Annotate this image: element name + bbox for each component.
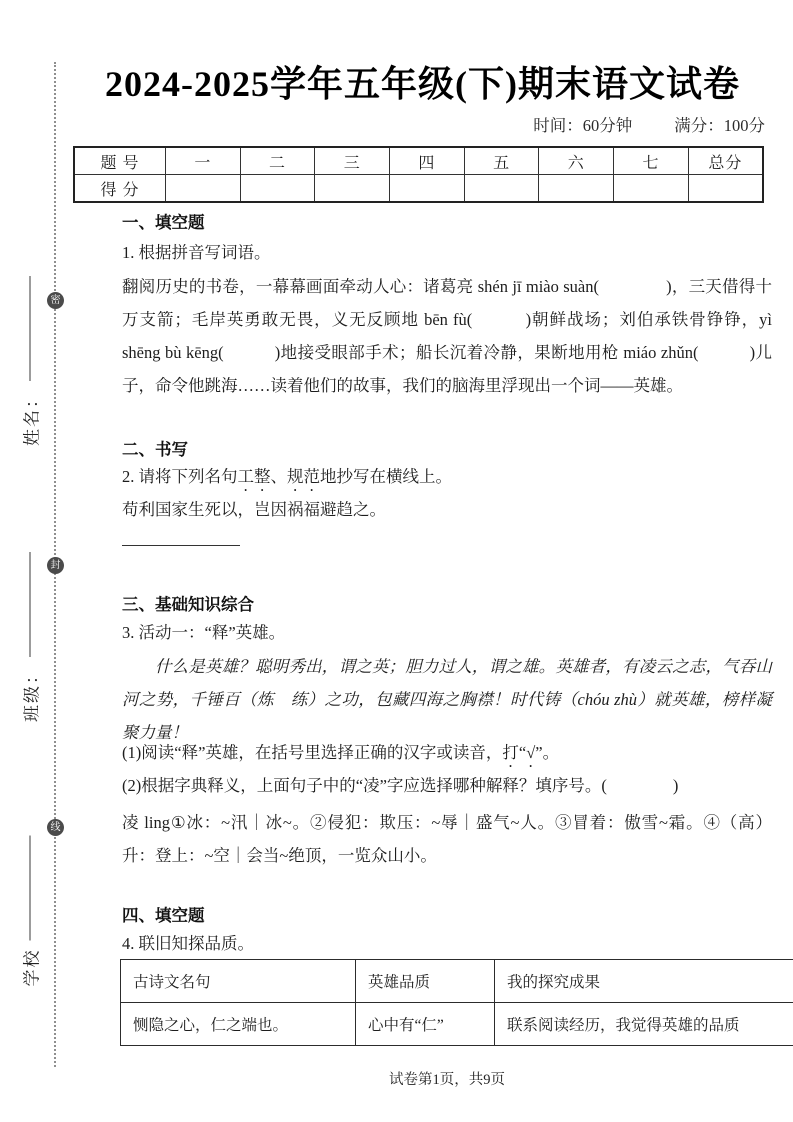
score-col-1: 一	[166, 147, 241, 175]
score-col-7: 七	[614, 147, 689, 175]
class-blank-line	[30, 552, 31, 657]
score-col-2: 二	[240, 147, 315, 175]
question-2-prompt: 2. 请将下列名句工整、规范地抄写在横线上。	[122, 467, 452, 486]
q4-data-row	[121, 1003, 793, 1046]
score-cell	[614, 175, 689, 203]
school-blank-line	[30, 836, 31, 941]
exam-time: 时间：60分钟	[533, 116, 633, 135]
question-1-prompt: 1. 根据拼音写词语。	[122, 243, 271, 262]
score-cell	[390, 175, 465, 203]
question-number-row	[74, 147, 763, 175]
question-3-sub1: (1)阅读“释”英雄，在括号里选择正确的汉字或读音，打“√”。	[122, 743, 560, 762]
score-col-6: 六	[539, 147, 614, 175]
section-3-title: 三、基础知识综合	[122, 596, 254, 614]
score-cell	[166, 175, 241, 203]
score-col-3: 三	[315, 147, 390, 175]
score-cell	[539, 175, 614, 203]
section-4-title: 四、填空题	[122, 907, 205, 925]
exam-full-score: 满分：100分	[674, 116, 765, 135]
question-3-dictionary-entry: 凌 ling①冰：~汛｜冰~。②侵犯：欺压：~辱｜盛气~人。③冒着：傲雪~霜。④（高）升：登上：~空｜会当~绝顶，一览众山小。	[122, 813, 772, 865]
score-row	[74, 175, 763, 203]
seal-char-mi: 密	[47, 292, 64, 309]
question-2-answer-line	[122, 545, 240, 546]
question-2-quote: 苟利国家生死以，岂因祸福避趋之。	[122, 500, 386, 519]
score-col-4: 四	[390, 147, 465, 175]
question-3-prompt: 3. 活动一：“释”英雄。	[122, 623, 286, 642]
score-cell	[688, 175, 763, 203]
score-row-label: 得 分	[74, 175, 166, 203]
name-label: 姓名：	[22, 389, 42, 446]
score-cell	[240, 175, 315, 203]
seal-char-feng: 封	[47, 557, 64, 574]
section-1-title: 一、填空题	[122, 214, 205, 232]
page-number-footer: 试卷第1页，共9页	[389, 1072, 505, 1088]
score-cell	[315, 175, 390, 203]
q4-header-row	[121, 960, 793, 1003]
seal-char-xian: 线	[47, 819, 64, 836]
question-1-passage: 翻阅历史的书卷，一幕幕画面牵动人心：诸葛亮 shén jī miào suàn( )，三天借得十万支箭；毛岸英勇敢无畏，义无反顾地 bēn fù( )朝鲜战场；刘伯承铁骨铮铮，yì shēng bù kēng( )地接受眼部手术；船长沉着冷静，果断地用枪 miáo zhǔn( )儿子，命令他跳海……读着他们的故事，我们的脑海里浮现出一个词——英雄。	[122, 277, 772, 395]
score-col-5: 五	[464, 147, 539, 175]
q4-cell-quality: 心中有“仁”	[356, 1003, 495, 1046]
class-label: 班级：	[22, 665, 42, 722]
q4-header-my-findings: 我的探究成果	[495, 960, 793, 1003]
score-summary-table	[73, 146, 764, 203]
q4-cell-finding: 联系阅读经历，我觉得英雄的品质	[495, 1003, 793, 1046]
q4-cell-quote: 恻隐之心，仁之端也。	[121, 1003, 356, 1046]
score-cell	[464, 175, 539, 203]
q4-header-hero-quality: 英雄品质	[356, 960, 495, 1003]
exam-meta	[122, 112, 765, 136]
score-col-total: 总分	[688, 147, 763, 175]
page-title: 2024-2025学年五年级(下)期末语文试卷	[105, 64, 740, 104]
q4-header-famous-lines: 古诗文名句	[121, 960, 356, 1003]
score-table-corner: 题 号	[74, 147, 166, 175]
question-4-prompt: 4. 联旧知探品质。	[122, 934, 254, 953]
school-label: 学校	[22, 948, 42, 987]
section-2-title: 二、书写	[122, 441, 188, 459]
question-3-sub2: (2)根据字典释义，上面句子中的“凌”字应选择哪种解释？填序号。( )	[122, 776, 679, 795]
question-4-table	[120, 959, 793, 1046]
question-3-passage: 什么是英雄？聪明秀出，谓之英；胆力过人，谓之雄。英雄者，有凌云之志，气吞山河之势，千锤百（炼 练）之功，包藏四海之胸襟！时代铸（chóu zhù）就英雄，榜样凝聚力量！	[122, 657, 772, 742]
name-blank-line	[30, 276, 31, 381]
